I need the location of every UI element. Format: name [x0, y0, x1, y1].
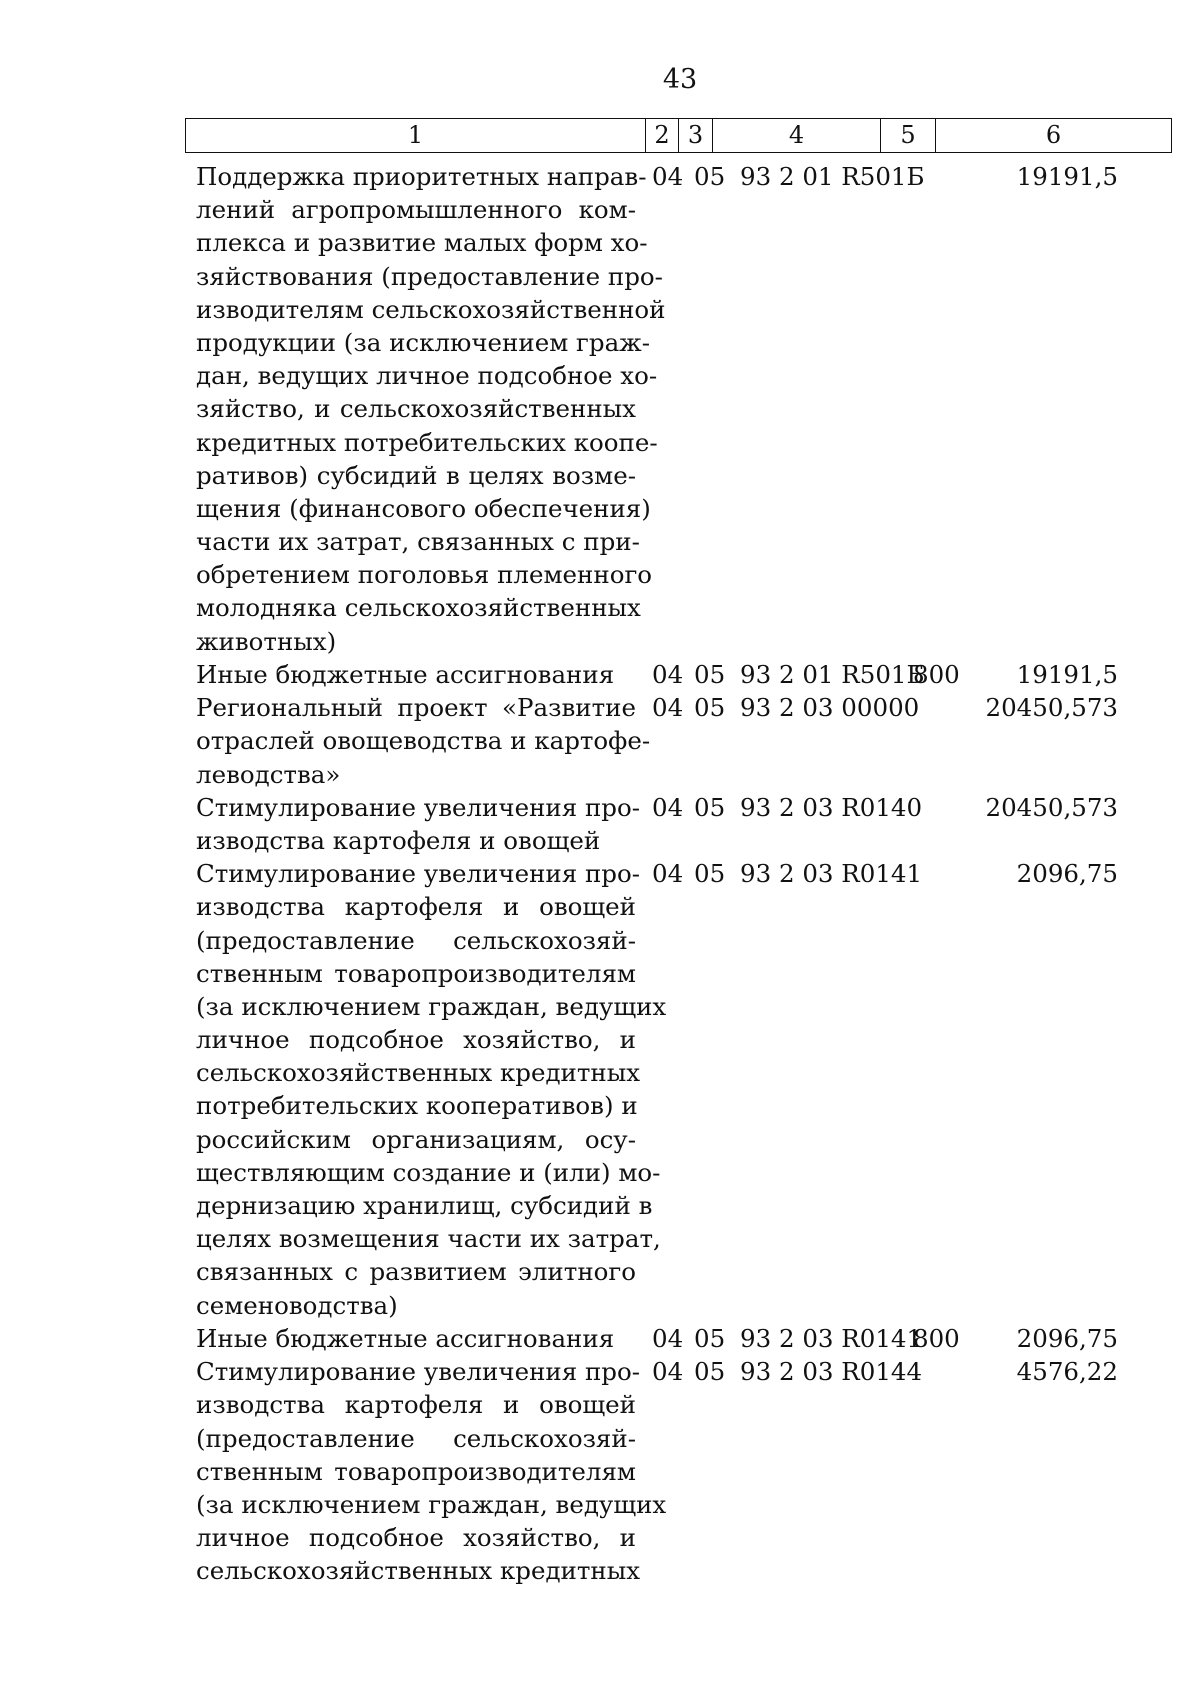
- row-name-line: ществляющим создание и (или) мо-: [196, 1157, 661, 1187]
- row-col5: 800: [913, 660, 960, 689]
- row-name: [196, 691, 651, 791]
- row-name-line: сельскохозяйственных кредитных: [196, 1556, 641, 1586]
- table-row: [0, 658, 1200, 691]
- row-name: [196, 857, 667, 1322]
- row-col6: 2096,75: [1016, 1323, 1118, 1353]
- row-name-line: продукции (за исключением граж-: [196, 327, 650, 357]
- row-col4: 93 2 01 R501Б: [740, 660, 925, 689]
- row-name: [196, 791, 641, 857]
- row-name-line: животных): [196, 626, 337, 656]
- row-name: [196, 160, 666, 658]
- row-name-line: сельскохозяйственных кредитных: [196, 1058, 641, 1088]
- header-col-1: 1: [186, 119, 646, 153]
- row-name-line: зяйство, и сельскохозяйственных: [196, 394, 636, 424]
- row-name-line: Поддержка приоритетных направ-: [196, 162, 647, 191]
- row-name-line: (за исключением граждан, ведущих: [196, 1489, 667, 1519]
- row-col6: 20450,573: [985, 693, 1118, 723]
- row-name-line: отраслей овощеводства и картофе-: [196, 726, 651, 756]
- row-col3: 05: [694, 1357, 726, 1387]
- row-name-line: части их затрат, связанных с при-: [196, 527, 640, 557]
- row-name-line: Стимулирование увеличения про-: [196, 1357, 641, 1387]
- table-row: [0, 691, 1200, 791]
- row-name: [196, 658, 636, 691]
- row-name-line: семеноводства): [196, 1290, 398, 1320]
- row-col5: 800: [913, 1323, 960, 1353]
- row-col2: 04: [652, 1357, 684, 1387]
- table-header: [185, 118, 1172, 153]
- row-col2: 04: [652, 859, 684, 889]
- row-name-line: личное подсобное хозяйство, и: [196, 1025, 636, 1055]
- row-col2: 04: [652, 162, 684, 191]
- row-col2: 04: [652, 693, 684, 723]
- row-name-line: Иные бюджетные ассигнования: [196, 660, 615, 689]
- row-name-line: дернизацию хранилищ, субсидий в: [196, 1191, 653, 1221]
- row-name: [196, 1322, 636, 1355]
- header-col-2: 2: [646, 119, 679, 153]
- row-col3: 05: [694, 162, 726, 191]
- row-col6: 20450,573: [985, 792, 1118, 822]
- row-col3: 05: [694, 792, 726, 822]
- row-col3: 05: [694, 1323, 726, 1353]
- row-name-line: изводства картофеля и овощей: [196, 1390, 636, 1420]
- row-name-line: ративов) субсидий в целях возме-: [196, 460, 636, 490]
- row-col2: 04: [652, 1323, 684, 1353]
- table-row: [0, 1322, 1200, 1355]
- row-col4: 93 2 01 R501Б: [740, 162, 925, 191]
- row-col3: 05: [694, 693, 726, 723]
- row-col6: 4576,22: [1016, 1357, 1118, 1387]
- row-name-line: (предоставление сельскохозяй-: [196, 1423, 636, 1453]
- table-row: [0, 791, 1200, 857]
- row-name-line: ственным товаропроизводителям: [196, 1456, 636, 1486]
- header-col-5: 5: [881, 119, 936, 153]
- row-name-line: (за исключением граждан, ведущих: [196, 991, 667, 1021]
- row-col3: 05: [694, 859, 726, 889]
- row-name-line: зяйствования (предоставление про-: [196, 261, 663, 291]
- header-col-6: 6: [936, 119, 1172, 153]
- row-col4: 93 2 03 00000: [740, 693, 920, 723]
- row-col3: 05: [694, 660, 726, 689]
- row-name-line: лений агропромышленного ком-: [196, 195, 636, 225]
- table-body: [0, 160, 1200, 1588]
- row-name-line: изводства картофеля и овощей: [196, 825, 601, 855]
- row-name-line: леводства»: [196, 759, 341, 789]
- row-name-line: Стимулирование увеличения про-: [196, 792, 641, 822]
- page-number: 43: [662, 64, 698, 95]
- row-name-line: молодняка сельскохозяйственных: [196, 593, 641, 623]
- row-name-line: дан, ведущих личное подсобное хо-: [196, 361, 658, 391]
- table-row: [0, 857, 1200, 1322]
- header-col-3: 3: [679, 119, 713, 153]
- row-name-line: (предоставление сельскохозяй-: [196, 925, 636, 955]
- row-name-line: плекса и развитие малых форм хо-: [196, 228, 648, 258]
- row-name-line: Региональный проект «Развитие: [196, 693, 636, 723]
- row-name-line: связанных с развитием элитного: [196, 1257, 636, 1287]
- row-name-line: личное подсобное хозяйство, и: [196, 1523, 636, 1553]
- header-col-4: 4: [713, 119, 881, 153]
- row-col2: 04: [652, 792, 684, 822]
- row-name-line: изводителям сельскохозяйственной: [196, 294, 666, 324]
- row-col4: 93 2 03 R0140: [740, 792, 923, 822]
- row-name-line: ственным товаропроизводителям: [196, 958, 636, 988]
- row-name-line: щения (финансового обеспечения): [196, 493, 651, 523]
- row-col4: 93 2 03 R0141: [740, 859, 923, 889]
- row-name-line: Стимулирование увеличения про-: [196, 859, 641, 889]
- row-col6: 19191,5: [1016, 162, 1118, 191]
- row-name: [196, 1355, 667, 1587]
- row-col4: 93 2 03 R0144: [740, 1357, 923, 1387]
- row-col4: 93 2 03 R0141: [740, 1323, 923, 1353]
- row-col6: 19191,5: [1016, 660, 1118, 689]
- table-row: [0, 1355, 1200, 1587]
- row-name-line: обретением поголовья племенного: [196, 560, 653, 590]
- row-name-line: потребительских кооперативов) и: [196, 1091, 638, 1121]
- row-name-line: целях возмещения части их затрат,: [196, 1224, 661, 1254]
- row-name-line: изводства картофеля и овощей: [196, 892, 636, 922]
- row-name-line: Иные бюджетные ассигнования: [196, 1323, 615, 1353]
- row-name-line: российским организациям, осу-: [196, 1124, 636, 1154]
- row-name-line: кредитных потребительских коопе-: [196, 427, 658, 457]
- row-col6: 2096,75: [1016, 859, 1118, 889]
- table-row: [0, 160, 1200, 658]
- row-col2: 04: [652, 660, 684, 689]
